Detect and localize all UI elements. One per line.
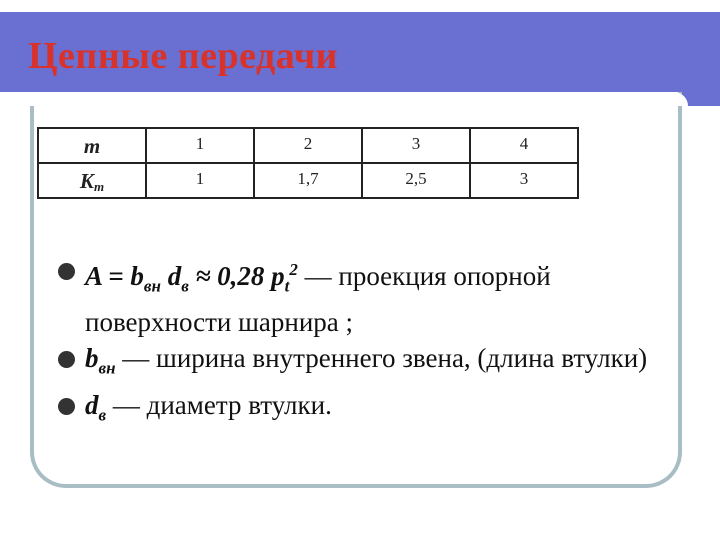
formula-d: d — [160, 261, 182, 291]
bullet-dot-icon — [58, 263, 75, 280]
bullet-item-area — [58, 252, 660, 340]
row-header-k: K — [79, 169, 94, 193]
table-cell: 1 — [146, 128, 254, 163]
formula-sub-vn: вн — [143, 276, 161, 296]
bullet-text: — проекция опорной поверхности шарнира ; — [85, 261, 551, 338]
symbol-sub: вн — [98, 358, 116, 378]
row-header-km — [38, 163, 146, 198]
symbol-b: b — [85, 343, 99, 374]
bullet-dot-icon — [58, 398, 75, 415]
bullet-item-width — [58, 340, 660, 386]
banner-notch — [0, 92, 688, 106]
slide-title: Цепные передачи — [28, 35, 339, 77]
bullet-list — [58, 252, 660, 433]
bullet-item-diameter — [58, 387, 660, 433]
coefficient-table — [37, 127, 579, 199]
formula-eq: = b — [101, 261, 144, 291]
formula-sup-2: 2 — [289, 260, 298, 279]
table-row — [38, 128, 578, 163]
symbol-sub: в — [98, 405, 107, 425]
table-cell: 1 — [146, 163, 254, 198]
table-cell: 4 — [470, 128, 578, 163]
formula-approx: ≈ 0,28 p — [188, 261, 285, 291]
formula-sub-t: t — [284, 276, 290, 296]
formula — [85, 260, 298, 296]
table-cell: 1,7 — [254, 163, 362, 198]
row-header-sub: m — [93, 179, 105, 194]
bullet-dot-icon — [58, 351, 75, 368]
table-row — [38, 163, 578, 198]
formula-a: A — [85, 261, 102, 291]
formula-sub-v: в — [181, 276, 189, 296]
bullet-text: — диаметр втулки. — [106, 389, 332, 420]
table-cell: 3 — [362, 128, 470, 163]
symbol-d: d — [85, 389, 99, 420]
table-cell: 2,5 — [362, 163, 470, 198]
table-cell: 2 — [254, 128, 362, 163]
row-header-m: m — [38, 128, 146, 163]
table-cell: 3 — [470, 163, 578, 198]
bullet-text: — ширина внутреннего звена, (длина втулки) — [115, 343, 648, 374]
